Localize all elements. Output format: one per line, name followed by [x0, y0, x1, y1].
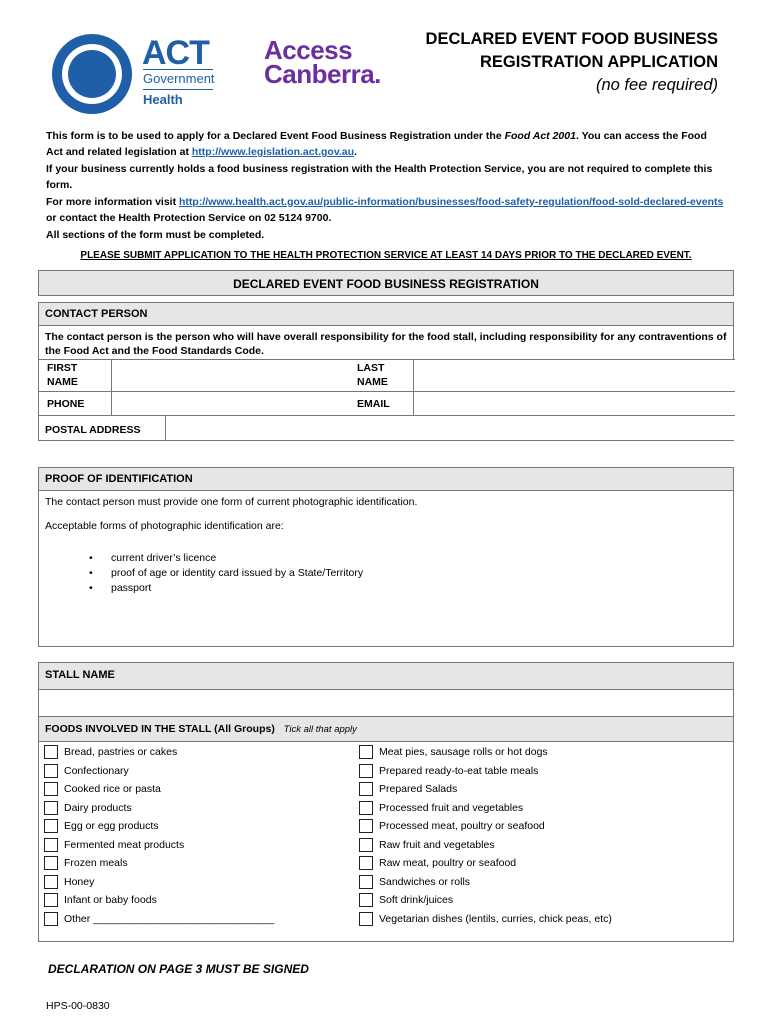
health-info-link[interactable]: http://www.health.act.gov.au/public-information/businesses/food-safety-regulation/food-sold-declared-events	[179, 196, 724, 208]
checkbox[interactable]	[44, 838, 58, 852]
checkbox[interactable]	[359, 893, 373, 907]
last-name-field[interactable]	[413, 360, 734, 391]
checkbox[interactable]	[44, 782, 58, 796]
food-option[interactable]: Confectionary	[44, 764, 274, 783]
checkbox[interactable]	[44, 912, 58, 926]
proof-of-identification-heading: PROOF OF IDENTIFICATION	[39, 468, 733, 491]
stall-section	[38, 662, 734, 942]
phone-field[interactable]	[111, 392, 352, 415]
title-line-1: DECLARED EVENT FOOD BUSINESS	[425, 30, 718, 48]
checkbox[interactable]	[44, 819, 58, 833]
foods-left-column	[44, 745, 274, 930]
checkbox[interactable]	[44, 764, 58, 778]
checkbox[interactable]	[359, 782, 373, 796]
intro-paragraph-2: If your business currently holds a food business registration with the Health Protection Service, you are not required to complete this form.	[46, 163, 713, 191]
food-option[interactable]: Prepared Salads	[359, 782, 612, 801]
act-health-text: Health	[143, 89, 213, 107]
phone-label: PHONE	[47, 398, 85, 410]
food-option[interactable]: Processed fruit and vegetables	[359, 801, 612, 820]
food-option[interactable]: Processed meat, poultry or seafood	[359, 819, 612, 838]
act-government-health-logo	[52, 32, 232, 112]
contact-person-heading: CONTACT PERSON	[39, 303, 733, 326]
access-canberra-line1: Access	[264, 35, 353, 65]
email-field[interactable]	[413, 392, 734, 415]
checkbox[interactable]	[359, 838, 373, 852]
checkbox[interactable]	[44, 875, 58, 889]
food-option[interactable]: Prepared ready-to-eat table meals	[359, 764, 612, 783]
foods-heading: FOODS INVOLVED IN THE STALL (All Groups) Tick all that apply	[39, 717, 733, 742]
title-subtitle: (no fee required)	[596, 76, 718, 94]
postal-address-field[interactable]	[165, 416, 734, 440]
declaration-note: DECLARATION ON PAGE 3 MUST BE SIGNED	[48, 962, 309, 976]
food-option[interactable]: Honey	[44, 875, 274, 894]
act-government-text: Government	[143, 71, 215, 86]
food-option[interactable]: Fermented meat products	[44, 838, 274, 857]
food-option[interactable]: Bread, pastries or cakes	[44, 745, 274, 764]
title-line-2: REGISTRATION APPLICATION	[479, 53, 718, 71]
food-option[interactable]: Frozen meals	[44, 856, 274, 875]
food-option[interactable]: Sandwiches or rolls	[359, 875, 612, 894]
checkbox[interactable]	[359, 745, 373, 759]
document-title	[426, 28, 718, 97]
checkbox[interactable]	[359, 912, 373, 926]
checkbox[interactable]	[44, 893, 58, 907]
proof-text-2: Acceptable forms of photographic identification are:	[45, 520, 284, 532]
checkbox[interactable]	[44, 801, 58, 815]
act-coat-of-arms-icon	[52, 34, 132, 114]
checkbox[interactable]	[359, 819, 373, 833]
first-name-field[interactable]	[111, 360, 352, 391]
food-option[interactable]: Raw fruit and vegetables	[359, 838, 612, 857]
proof-text-1: The contact person must provide one form of current photographic identification.	[45, 496, 418, 508]
legislation-link[interactable]: http://www.legislation.act.gov.au	[191, 146, 355, 158]
checkbox[interactable]	[44, 745, 58, 759]
last-name-label: LAST NAME	[357, 362, 388, 388]
list-item: • passport	[89, 581, 733, 596]
list-item: • current driver’s licence	[89, 551, 733, 566]
intro-paragraph-3: For more information visit http://www.health.act.gov.au/public-information/businesses/food-safety-regulation/food-sold-declared-events or contact the Health Protection Service on 02 5124 9700.	[46, 196, 724, 224]
id-types-list	[39, 551, 733, 596]
form-code: HPS-00-0830	[46, 1000, 110, 1012]
stall-name-field[interactable]	[39, 690, 733, 717]
contact-person-description: The contact person is the person who will have overall responsibility for the food stall, including responsibility for any contraventions of the Food Act and the Food Standards Code.	[45, 331, 727, 357]
checkbox[interactable]	[359, 801, 373, 815]
food-option[interactable]: Vegetarian dishes (lentils, curries, chick peas, etc)	[359, 912, 612, 931]
stall-name-heading: STALL NAME	[39, 663, 733, 690]
intro-paragraph-4: All sections of the form must be completed.	[46, 229, 265, 241]
email-label: EMAIL	[357, 398, 390, 410]
checkbox[interactable]	[359, 764, 373, 778]
food-option[interactable]: Cooked rice or pasta	[44, 782, 274, 801]
foods-right-column	[359, 745, 612, 930]
checkbox[interactable]	[359, 856, 373, 870]
foods-hint: Tick all that apply	[283, 724, 357, 735]
proof-of-identification-section	[38, 467, 734, 647]
contact-person-section	[38, 302, 734, 441]
form-main-title: DECLARED EVENT FOOD BUSINESS REGISTRATION	[38, 270, 734, 296]
submit-deadline-note: PLEASE SUBMIT APPLICATION TO THE HEALTH PROTECTION SERVICE AT LEAST 14 DAYS PRIOR TO THE DECLARED EVENT.	[80, 250, 692, 261]
intro-text	[46, 128, 726, 244]
food-option[interactable]: Dairy products	[44, 801, 274, 820]
checkbox[interactable]	[44, 856, 58, 870]
postal-address-label: POSTAL ADDRESS	[45, 424, 141, 436]
checkbox[interactable]	[359, 875, 373, 889]
food-option[interactable]: Meat pies, sausage rolls or hot dogs	[359, 745, 612, 764]
food-option[interactable]: Raw meat, poultry or seafood	[359, 856, 612, 875]
act-logo-text: ACT	[142, 34, 209, 72]
food-option-other[interactable]: Other _______________________________	[44, 912, 274, 931]
intro-paragraph-1: This form is to be used to apply for a Declared Event Food Business Registration under the Food Act 2001. You can access the Food Act and related legislation at http://www.legislation.act.gov.au.	[46, 130, 707, 158]
food-option[interactable]: Soft drink/juices	[359, 893, 612, 912]
food-option[interactable]: Egg or egg products	[44, 819, 274, 838]
first-name-label: FIRST NAME	[47, 362, 78, 388]
access-canberra-line2: Canberra.	[264, 59, 381, 89]
access-canberra-logo	[264, 35, 381, 89]
list-item: • proof of age or identity card issued by a State/Territory	[89, 566, 733, 581]
food-option[interactable]: Infant or baby foods	[44, 893, 274, 912]
